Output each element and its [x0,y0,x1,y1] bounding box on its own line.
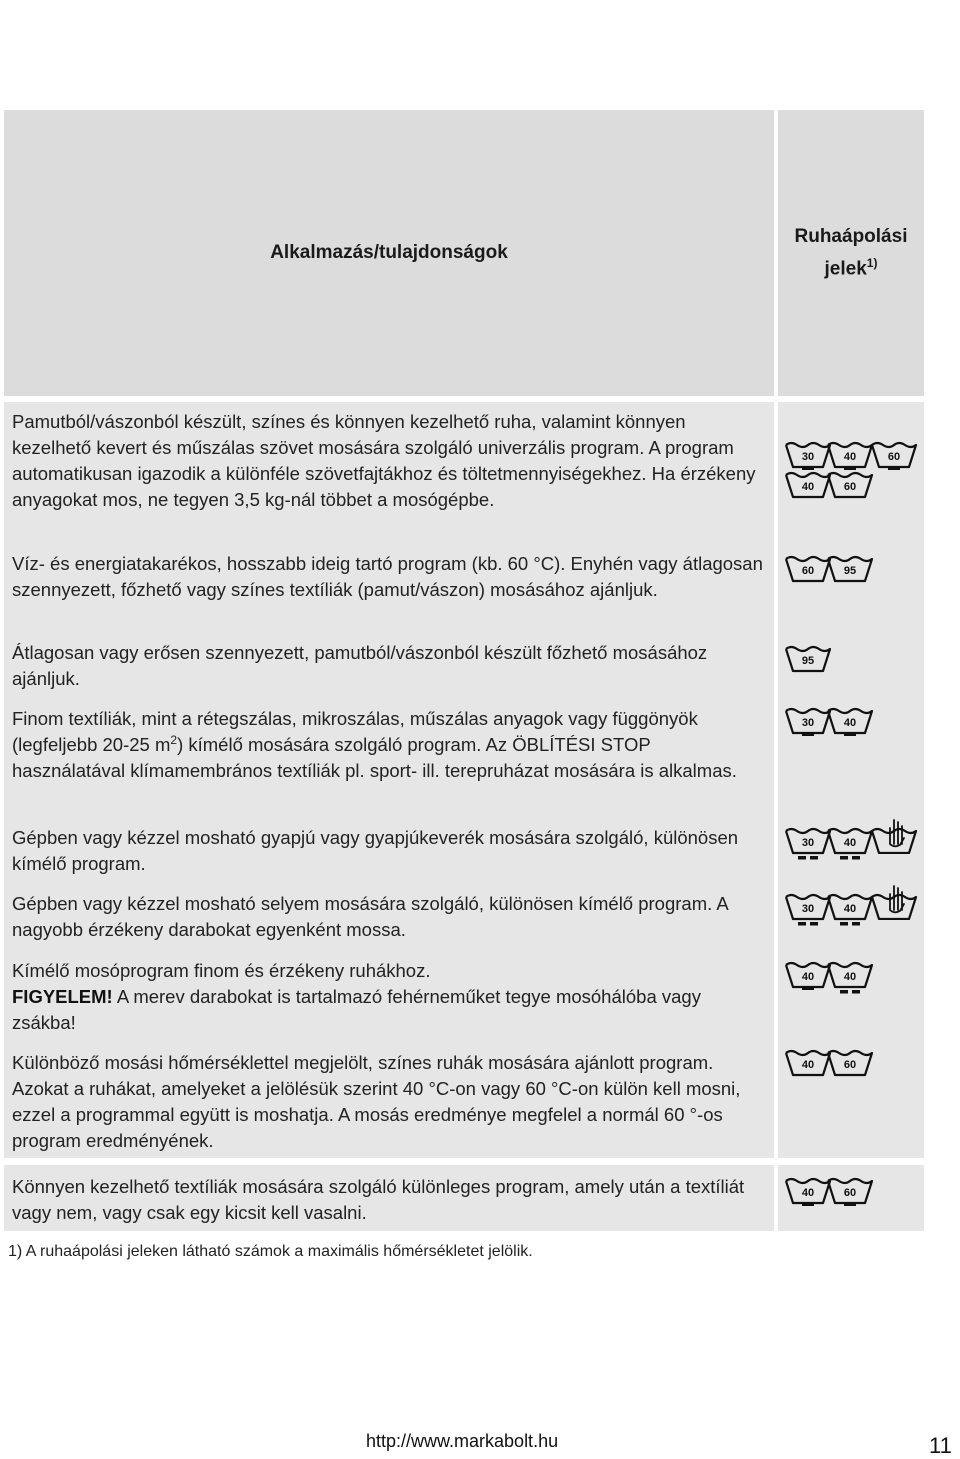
row-7-warning: FIGYELEM! [12,986,113,1007]
svg-text:60: 60 [801,565,815,577]
header-main-label: Alkalmazás/tulajdonságok [270,242,508,263]
header-side-line1: Ruhaápolási [794,226,908,248]
wash-tub-icon [826,466,876,502]
wash-tub-icon [826,550,876,586]
row-8-text: Különböző mosási hőmérséklettel megjelölt, színes ruhák mosására ajánlott program. Azokat a ruhákat, amelyeket a jelölésük szerint 40 °C-on vagy 60 °C-on külön kell mosni, ezzel a programmal együtt is moshatja. A mosás eredménye megfelel a normál 60 °-os program eredményének. [12,1052,741,1151]
header-column-application [4,110,774,396]
svg-text:95: 95 [843,565,857,577]
svg-text:30: 30 [801,717,815,729]
page-number: 11 [929,1433,952,1458]
row-5-text: Gépben vagy kézzel mosható gyapjú vagy gyapjúkeverék mosására szolgáló, különösen kímélő program. [12,827,739,874]
header-column-care-symbols [778,110,924,396]
hand-wash-icon [870,814,922,854]
wash-tub-icon [826,1172,876,1212]
row-2-text: Víz- és energiatakarékos, hosszabb ideig tartó program (kb. 60 °C). Enyhén vagy átlagosan szennyezett, főzhető vagy színes textíliák (pamut/vászon) mosásához ajánljuk. [12,553,763,600]
row-4-text-part2: ) kímélő mosására szolgáló program. Az ÖBLÍTÉSI STOP használatával klímamembrános textíliák pl. sport- ill. terepruházat mosására is alkalmas. [12,734,737,781]
row-4-text-part1: Finom textíliák, mint a rétegszálas, mikroszálas, műszálas anyagok vagy függönyök (legfeljebb 20-25 m [12,708,698,755]
row-4-text-sup: 2 [170,732,178,747]
svg-text:40: 40 [843,903,857,915]
svg-text:60: 60 [843,1187,857,1199]
svg-text:30: 30 [801,837,815,849]
row-6-text: Gépben vagy kézzel mosható selyem mosására szolgáló, különösen kímélő program. A nagyobb érzékeny darabokat egyenként mossa. [12,893,728,940]
row-9-text: Könnyen kezelhető textíliák mosására szolgáló különleges program, amely után a textíliát vagy nem, vagy csak egy kicsit kell vasalni. [12,1176,745,1223]
svg-text:40: 40 [801,481,815,493]
wash-tub-icon [784,640,834,676]
svg-text:40: 40 [843,837,857,849]
row-7-text [12,958,768,1036]
wash-tub-icon [826,956,876,996]
svg-text:30: 30 [801,903,815,915]
wash-tub-icon [826,702,876,742]
svg-text:95: 95 [801,655,815,667]
row-4-text [12,706,768,784]
header-side-line2: jelek [824,258,867,280]
svg-text:40: 40 [843,451,857,463]
svg-text:40: 40 [801,1059,815,1071]
svg-text:40: 40 [801,1187,815,1199]
svg-text:40: 40 [801,971,815,983]
wash-tub-icon [826,822,876,862]
row-7-text-part1: Kímélő mosóprogram finom és érzékeny ruhákhoz. [12,960,431,981]
row-1-text: Pamutból/vászonból készült, színes és könnyen kezelhető ruha, valamint könnyen kezelhető kevert és műszálas szövet mosására szolgáló univerzális program. A program automatikusan igazodik a különféle szövetfajtákhoz és töltetmennyiségekhez. Ha érzékeny anyagokat mos, ne tegyen 3,5 kg-nál többet a mosógépbe. [12,411,756,510]
row-7-text-part2: A merev darabokat is tartalmazó fehérneműket tegye mosóhálóba vagy zsákba! [12,986,701,1033]
svg-text:30: 30 [801,451,815,463]
svg-text:40: 40 [843,717,857,729]
svg-text:40: 40 [843,971,857,983]
footer-url-link[interactable]: http://www.markabolt.hu [366,1431,559,1451]
footnote: 1) A ruhaápolási jeleken látható számok a maximális hőmérsékletet jelölik. [8,1243,533,1260]
svg-text:60: 60 [887,451,901,463]
wash-tub-icon [826,1044,876,1080]
hand-wash-icon [870,880,922,920]
wash-tub-icon [826,888,876,928]
wash-tub-icon [870,436,920,472]
row-3-text: Átlagosan vagy erősen szennyezett, pamutból/vászonból készült főzhető mosásához ajánljuk. [12,642,708,689]
svg-text:60: 60 [843,1059,857,1071]
header-side-note: 1) [866,256,878,271]
svg-text:60: 60 [843,481,857,493]
